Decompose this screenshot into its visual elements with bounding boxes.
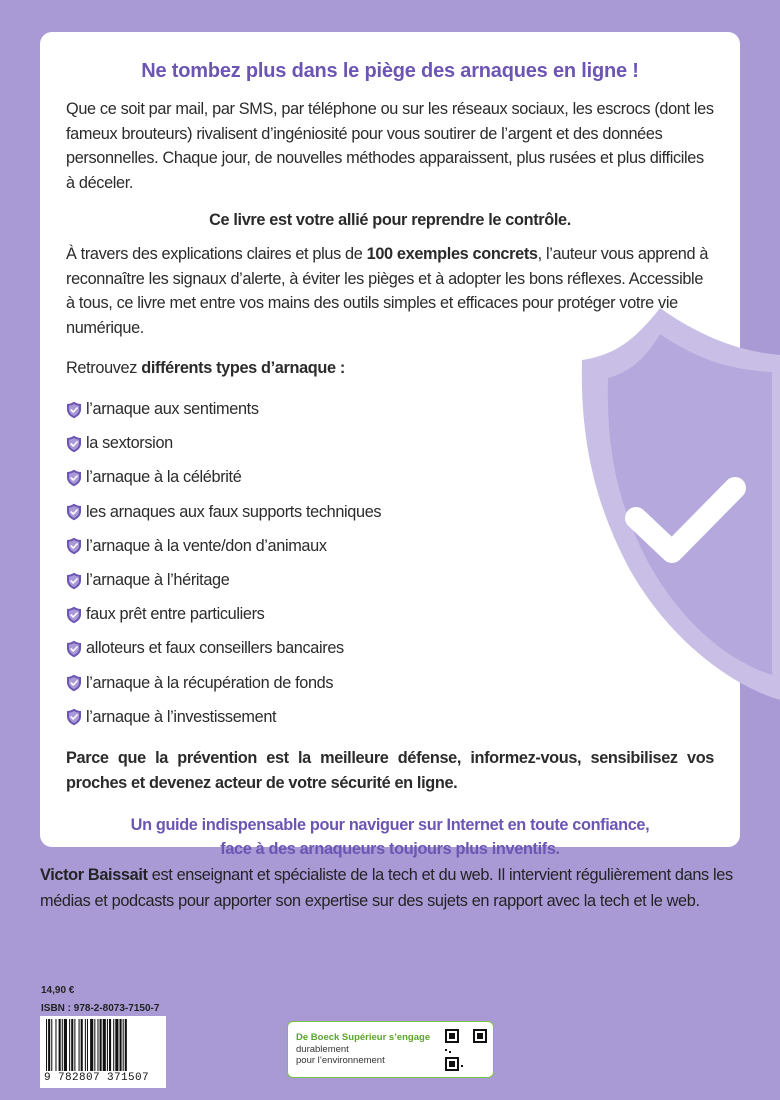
eco-title: De Boeck Supérieur s’engage: [296, 1032, 431, 1044]
barcode-bars: [44, 1019, 162, 1071]
price: 14,90 €: [41, 985, 75, 996]
author-bio: Victor Baissait est enseignant et spécialiste de la tech et du web. Il intervient régulièrement dans les médias et podcasts pour apporter son expertise sur des sujets en rapport avec la tech et le web.: [40, 866, 733, 910]
scam-type-item: l’arnaque aux sentiments: [66, 393, 714, 427]
scam-type-item: l’arnaque à l’héritage: [66, 563, 714, 597]
qr-code-icon: [445, 1029, 487, 1071]
shield-check-icon: [66, 401, 82, 419]
shield-check-icon: [66, 640, 82, 658]
shield-check-icon: [66, 708, 82, 726]
list-intro: Retrouvez différents types d’arnaque :: [66, 359, 345, 377]
intro-paragraph: Que ce soit par mail, par SMS, par téléphone ou sur les réseaux sociaux, les escrocs (dont les fameux brouteurs) rivalisent d’ingéniosité pour vous soutirer de l’argent et des données personnelles. Chaque jour, de nouvelles méthodes apparaissent, plus rusées et plus difficiles à déceler.: [66, 100, 714, 192]
shield-check-icon: [66, 503, 82, 521]
ally-statement: Ce livre est votre allié pour reprendre le contrôle.: [209, 211, 571, 229]
closing-paragraph: Parce que la prévention est la meilleure défense, informez-vous, sensibilisez vos proches et devenez acteur de votre sécurité en ligne.: [66, 749, 714, 792]
barcode: [40, 1016, 166, 1088]
scam-type-item: l’arnaque à l’investissement: [66, 700, 714, 734]
scam-type-item: les arnaques aux faux supports techniques: [66, 495, 714, 529]
author-name: Victor Baissait: [40, 866, 148, 884]
summary-card: [40, 32, 740, 859]
tagline: Un guide indispensable pour naviguer sur Internet en toute confiance, face à des arnaqueurs toujours plus inventifs.: [130, 816, 650, 859]
eco-badge: De Boeck Supérieur s’engage durablement pour l’environnement: [287, 1021, 494, 1078]
scam-type-item: l’arnaque à la vente/don d’animaux: [66, 529, 714, 563]
body-highlight: 100 exemples concrets: [366, 245, 538, 263]
shield-check-icon: [66, 572, 82, 590]
barcode-digits: 9 782807 371507: [44, 1072, 150, 1084]
scam-type-item: la sextorsion: [66, 427, 714, 461]
shield-check-icon: [66, 537, 82, 555]
shield-check-icon: [66, 606, 82, 624]
shield-check-icon: [66, 435, 82, 453]
scam-type-item: l’arnaque à la récupération de fonds: [66, 666, 714, 700]
isbn: ISBN : 978-2-8073-7150-7: [41, 1003, 160, 1014]
headline: Ne tombez plus dans le piège des arnaques en ligne !: [141, 60, 639, 82]
scam-type-item: alloteurs et faux conseillers bancaires: [66, 632, 714, 666]
body-paragraph: À travers des explications claires et plus de 100 exemples concrets, l’auteur vous apprend à reconnaître les signaux d’alerte, à éviter les pièges et à adopter les bons réflexes. Accessible à tous, ce livre met entre vos mains des outils simples et efficaces pour protéger votre vie numérique.: [66, 245, 709, 337]
scam-type-item: l’arnaque à la célébrité: [66, 461, 714, 495]
shield-check-icon: [66, 469, 82, 487]
scam-type-item: faux prêt entre particuliers: [66, 598, 714, 632]
shield-check-icon: [66, 674, 82, 692]
scam-types-list: [66, 393, 714, 735]
